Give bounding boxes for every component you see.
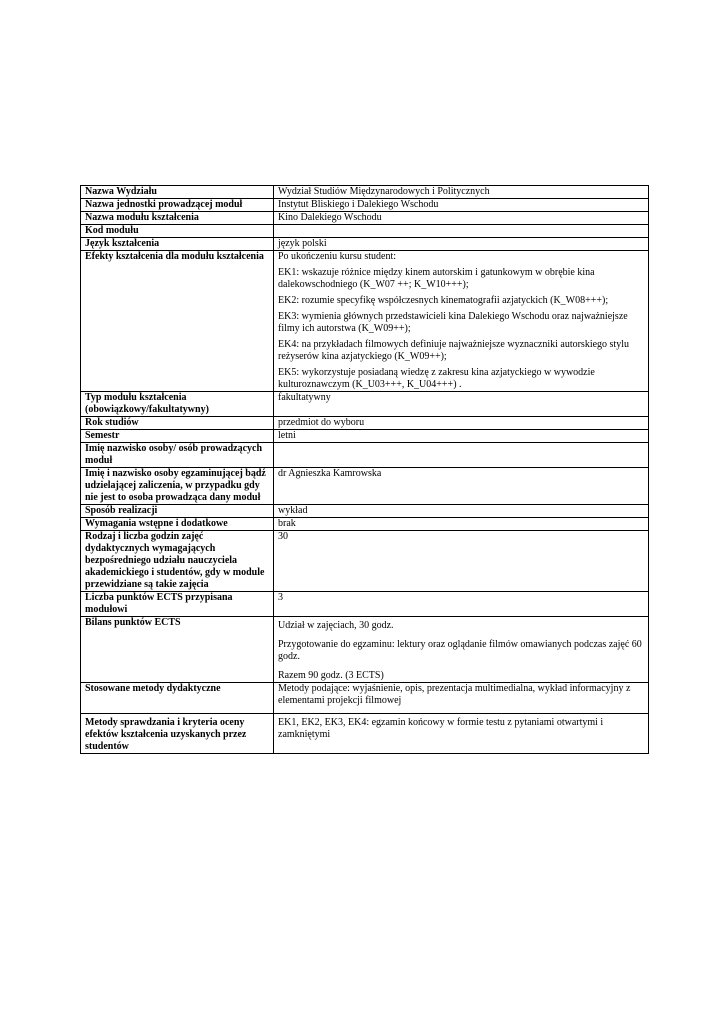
ects-balance [274, 617, 649, 683]
row-label: Imię nazwisko osoby/ osób prowadzących moduł [81, 443, 274, 468]
row-ects [81, 592, 649, 617]
row-label: Sposób realizacji [81, 505, 274, 518]
row-value: wykład [274, 505, 649, 518]
outcome-ek3: EK3: wymienia głównych przedstawicieli kina Dalekiego Wschodu oraz najważniejsze filmy ich autorstwa (K_W09++); [278, 311, 628, 334]
row-egzaminujacy [81, 468, 649, 505]
row-efekty [81, 251, 649, 392]
row-prowadzacy [81, 443, 649, 468]
empty-value [278, 225, 644, 237]
row-metody [81, 683, 649, 714]
row-sprawdzanie [81, 714, 649, 754]
row-label: Kod modułu [81, 225, 274, 238]
row-value: letni [274, 430, 649, 443]
module-description-table [80, 185, 649, 754]
row-value: przedmiot do wyboru [274, 417, 649, 430]
row-label: Semestr [81, 430, 274, 443]
row-godziny [81, 531, 649, 592]
row-label: Liczba punktów ECTS przypisana modułowi [81, 592, 274, 617]
outcome-ek5: EK5: wykorzystuje posiadaną wiedzę z zakresu kina azjatyckiego w wywodzie kulturoznawczym (K_U03+++, K_U04+++) . [278, 367, 595, 390]
row-label: Imię i nazwisko osoby egzaminującej bądź udzielającej zaliczenia, w przypadku gdy nie jest to osoba prowadząca dany moduł [81, 468, 274, 505]
outcome-ek4: EK4: na przykładach filmowych definiuje najważniejsze wyznaczniki autorskiego stylu reżyserów kina azjatyckiego (K_W09++); [278, 339, 629, 362]
row-value: język polski [274, 238, 649, 251]
row-label: Efekty kształcenia dla modułu kształcenia [81, 251, 274, 392]
balance-total: Razem 90 godz. (3 ECTS) [278, 670, 384, 681]
row-rok [81, 417, 649, 430]
row-typ [81, 392, 649, 417]
outcome-ek2: EK2: rozumie specyfikę współczesnych kinematografii azjatyckich (K_W08+++); [278, 295, 609, 306]
row-label: Bilans punktów ECTS [81, 617, 274, 683]
row-label: Nazwa modułu kształcenia [81, 212, 274, 225]
balance-line: Przygotowanie do egzaminu: lektury oraz oglądanie filmów omawianych podczas zajęć 60 godz. [278, 639, 642, 662]
row-label: Nazwa Wydziału [81, 186, 274, 199]
row-value: 30 [274, 531, 649, 592]
row-jezyk [81, 238, 649, 251]
row-value: 3 [274, 592, 649, 617]
row-value: Wydział Studiów Międzynarodowych i Politycznych [274, 186, 649, 199]
row-semestr [81, 430, 649, 443]
row-value [274, 225, 649, 238]
row-wydzial [81, 186, 649, 199]
row-modul [81, 212, 649, 225]
row-value: Metody podające: wyjaśnienie, opis, prezentacja multimedialna, wykład informacyjny z elementami projekcji filmowej [274, 683, 649, 714]
row-label: Rok studiów [81, 417, 274, 430]
row-value [274, 443, 649, 468]
outcome-ek1: EK1: wskazuje różnice między kinem autorskim i gatunkowym w obrębie kina dalekowschodniego (K_W07 ++; K_W10+++); [278, 267, 595, 290]
row-value: Kino Dalekiego Wschodu [274, 212, 649, 225]
row-value: brak [274, 518, 649, 531]
row-value: dr Agnieszka Kamrowska [274, 468, 649, 505]
row-label: Nazwa jednostki prowadzącej moduł [81, 199, 274, 212]
row-value: fakultatywny [274, 392, 649, 417]
row-label: Typ modułu kształcenia (obowiązkowy/fakultatywny) [81, 392, 274, 417]
row-sposob [81, 505, 649, 518]
row-kod [81, 225, 649, 238]
row-value: EK1, EK2, EK3, EK4: egzamin końcowy w formie testu z pytaniami otwartymi i zamkniętymi [274, 714, 649, 754]
row-value: Instytut Bliskiego i Dalekiego Wschodu [274, 199, 649, 212]
balance-line: Udział w zajęciach, 30 godz. [278, 620, 394, 631]
row-label: Rodzaj i liczba godzin zajęć dydaktycznych wymagających bezpośredniego udziału nauczyciela akademickiego i studentów, gdy w module przewidziane są takie zajęcia [81, 531, 274, 592]
row-label: Język kształcenia [81, 238, 274, 251]
outcomes-intro: Po ukończeniu kursu student: [278, 251, 397, 262]
row-wymagania [81, 518, 649, 531]
row-bilans [81, 617, 649, 683]
row-label: Metody sprawdzania i kryteria oceny efektów kształcenia uzyskanych przez studentów [81, 714, 274, 754]
row-label: Stosowane metody dydaktyczne [81, 683, 274, 714]
row-jednostka [81, 199, 649, 212]
row-label: Wymagania wstępne i dodatkowe [81, 518, 274, 531]
learning-outcomes [274, 251, 649, 392]
